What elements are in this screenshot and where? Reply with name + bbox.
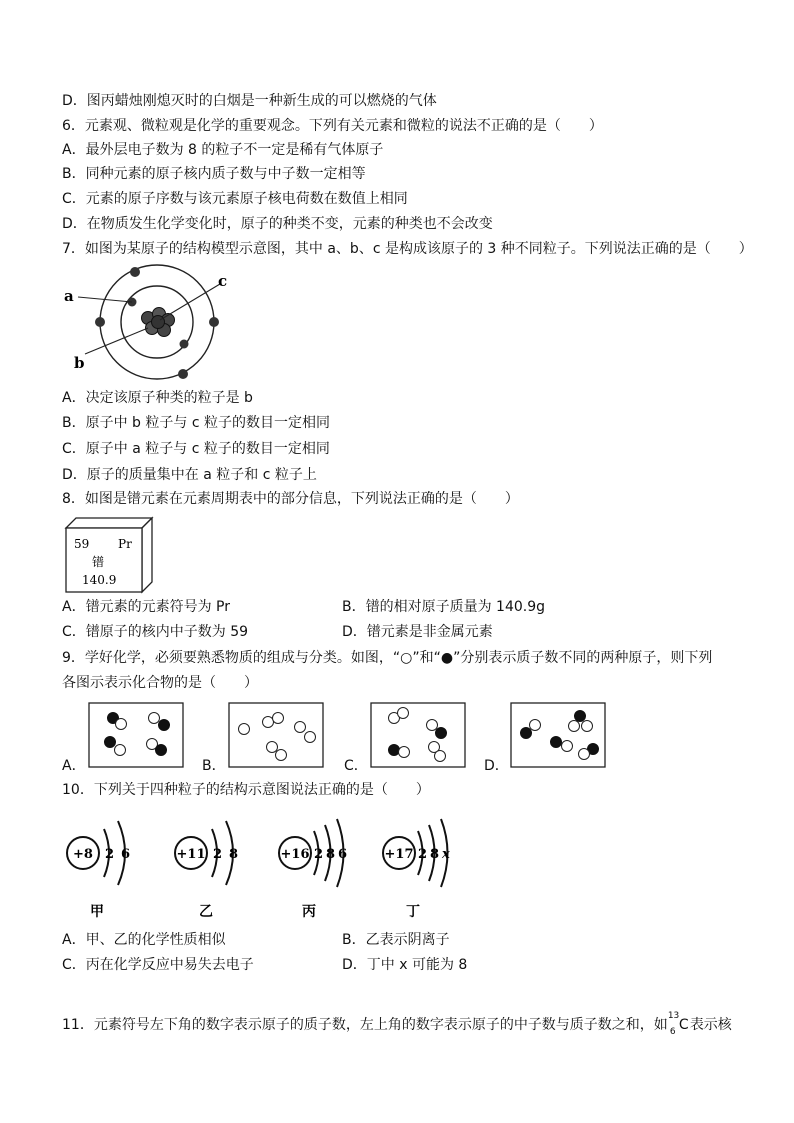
q7-stem: 7．如图为某原子的结构模型示意图，其中 a、b、c 是构成该原子的 3 种不同粒子。下列说法正确的是（ ）: [62, 241, 753, 257]
q9-label-d: D．: [484, 758, 509, 774]
element-name: 镨: [92, 555, 105, 569]
q11-stem-pre: 11．元素符号左下角的数字表示原子的质子数，左上角的数字表示原子的中子数与质子数之和，如: [62, 1017, 668, 1033]
label-c: c: [218, 272, 228, 290]
praseodymium-tile: [62, 514, 158, 594]
element-symbol: C: [678, 1017, 689, 1033]
shell-1: 2: [213, 847, 223, 862]
q7-option-b: B．原子中 b 粒子与 c 粒子的数目一定相同: [62, 415, 330, 431]
particle-jia: [60, 815, 150, 925]
particle-name: 乙: [199, 904, 213, 920]
q9-box-b: [228, 702, 324, 768]
q7-option-c: C．原子中 a 粒子与 c 粒子的数目一定相同: [62, 441, 330, 457]
shell-2: 8: [229, 847, 239, 862]
q6-option-a: A．最外层电子数为 8 的粒子不一定是稀有气体原子: [62, 142, 384, 158]
particle-name: 丙: [302, 904, 316, 920]
q8-option-d: D．镨元素是非金属元素: [342, 624, 493, 640]
nucleus: [142, 308, 175, 337]
q6-option-b: B．同种元素的原子核内质子数与中子数一定相等: [62, 166, 366, 182]
label-a: a: [64, 287, 74, 305]
q10-option-d: D．丁中 x 可能为 8: [342, 957, 468, 973]
shell-1: 2: [418, 847, 428, 862]
shell-1: 2: [105, 847, 115, 862]
atomic-mass: 140.9: [82, 573, 117, 587]
q10-option-c: C．丙在化学反应中易失去电子: [62, 957, 254, 973]
q10-stem: 10．下列关于四种粒子的结构示意图说法正确的是（ ）: [62, 782, 430, 798]
nucleus-charge: +16: [280, 847, 310, 862]
q9-stem-line2: 各图示表示化合物的是（ ）: [62, 675, 258, 691]
particle-name: 丁: [406, 904, 420, 920]
shell-3: x: [442, 847, 450, 862]
q9-label-a: A．: [62, 758, 86, 774]
shell-1: 2: [314, 847, 324, 862]
atomic-number: 59: [74, 537, 90, 551]
q8-option-c: C．镨原子的核内中子数为 59: [62, 624, 249, 640]
particle-bing: [274, 815, 374, 925]
q10-option-a: A．甲、乙的化学性质相似: [62, 932, 226, 948]
q6-option-c: C．元素的原子序数与该元素原子核电荷数在数值上相同: [62, 191, 408, 207]
nucleus-charge: +8: [73, 847, 93, 862]
particle-yi: [168, 815, 258, 925]
q11-stem-post: 表示核: [689, 1017, 732, 1033]
shell-3: 6: [338, 847, 348, 862]
q6-stem: 6．元素观、微粒观是化学的重要观念。下列有关元素和微粒的说法不正确的是（ ）: [62, 118, 603, 134]
nucleus-charge: +17: [384, 847, 414, 862]
q7-option-a: A．决定该原子种类的粒子是 b: [62, 390, 253, 406]
isotope-notation: [667, 1011, 690, 1037]
shell-2: 8: [430, 847, 440, 862]
q9-label-b: B．: [202, 758, 226, 774]
q8-option-b: B．镨的相对原子质量为 140.9g: [342, 599, 546, 615]
particle-name: 甲: [90, 904, 104, 920]
q6-option-d: D．在物质发生化学变化时，原子的种类不变，元素的种类也不会改变: [62, 216, 493, 232]
q9-box-d: [510, 702, 606, 768]
q8-stem: 8．如图是镨元素在元素周期表中的部分信息，下列说法正确的是（ ）: [62, 491, 519, 507]
label-b: b: [74, 354, 85, 372]
mass-number: 13: [667, 1011, 680, 1021]
q8-option-a: A．镨元素的元素符号为 Pr: [62, 599, 230, 615]
proton-number: 6: [669, 1027, 676, 1037]
q9-box-c: [370, 702, 466, 768]
shell-2: 8: [326, 847, 336, 862]
shell-2: 6: [121, 847, 131, 862]
q5-option-d: D．图丙蜡烛刚熄灭时的白烟是一种新生成的可以燃烧的气体: [62, 93, 437, 109]
element-symbol: Pr: [118, 537, 132, 551]
atom-structure-diagram: [60, 262, 240, 382]
q7-option-d: D．原子的质量集中在 a 粒子和 c 粒子上: [62, 467, 317, 483]
particle-ding: [378, 815, 478, 925]
nucleus-charge: +11: [176, 847, 206, 862]
q9-stem-line1: 9．学好化学，必须要熟悉物质的组成与分类。如图，“○”和“●”分别表示质子数不同的两种原子，则下列: [62, 650, 713, 666]
q10-option-b: B．乙表示阴离子: [342, 932, 450, 948]
q11-stem: [62, 1011, 732, 1037]
q9-label-c: C．: [344, 758, 368, 774]
q9-box-a: [88, 702, 184, 768]
